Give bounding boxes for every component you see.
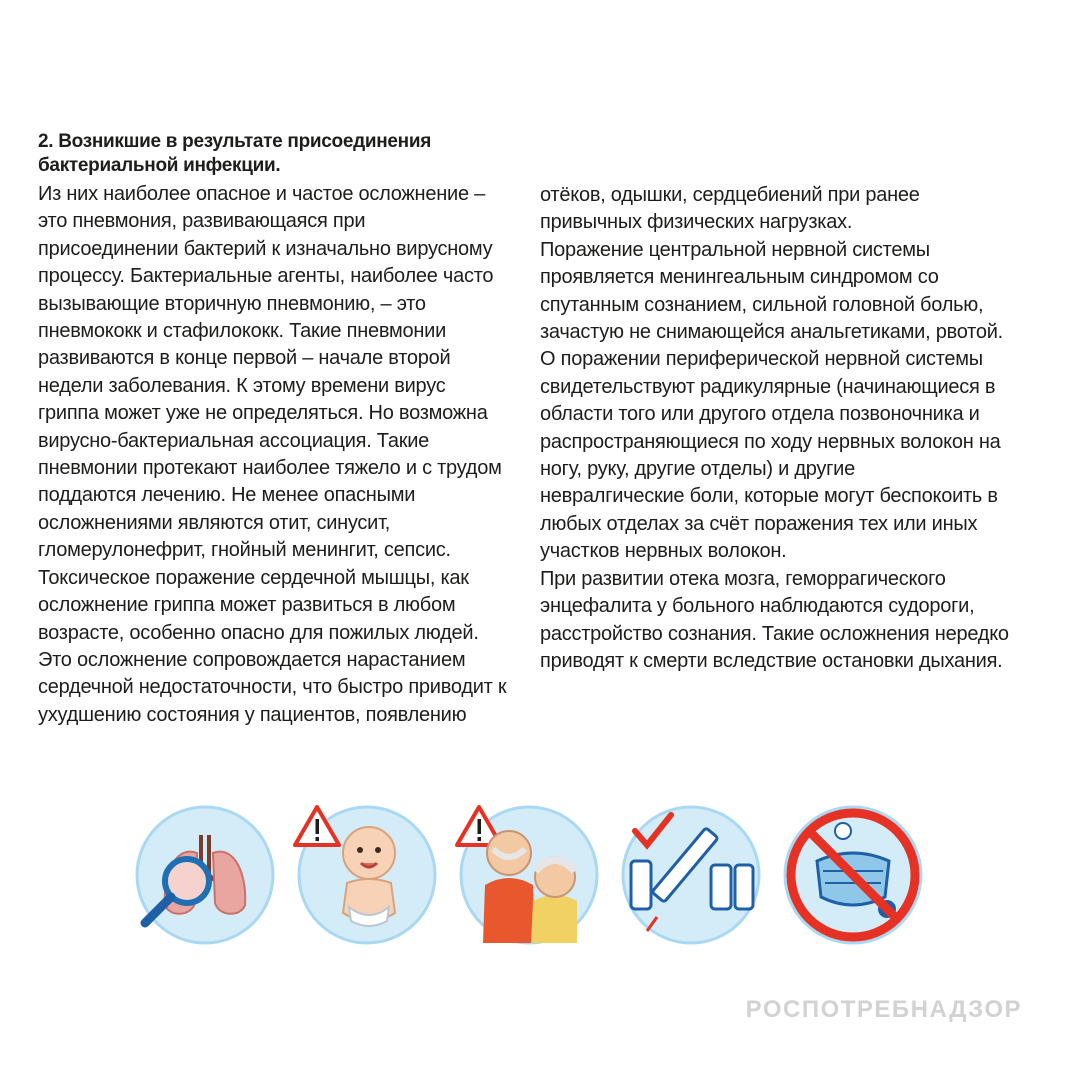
text-line: энцефалита у больного наблюдаются судороги, bbox=[540, 595, 975, 618]
heading-line: бактериальной инфекции. bbox=[38, 155, 281, 176]
text-line: проявляется менингеальным синдромом со bbox=[540, 266, 939, 289]
text-line: процессу. Бактериальные агенты, наиболее часто bbox=[38, 265, 494, 288]
icon-row bbox=[0, 800, 1080, 960]
text-line: это пневмония, развивающаяся при bbox=[38, 210, 366, 233]
text-line: поддаются лечению. Не менее опасными bbox=[38, 484, 416, 507]
section-heading bbox=[38, 130, 508, 178]
text-line: сердечной недостаточности, что быстро приводит к bbox=[38, 676, 507, 699]
text-line: О поражении периферической нервной системы bbox=[540, 348, 983, 371]
text-line: приводят к смерти вследствие остановки дыхания. bbox=[540, 649, 1003, 672]
text-line: вызывающие вторичную пневмонию, – это bbox=[38, 292, 426, 315]
heading-line: 2. Возникшие в результате присоединения bbox=[38, 131, 432, 152]
text-line: Это осложнение сопровождается нарастанием bbox=[38, 648, 466, 671]
text-line: Токсическое поражение сердечной мышцы, как bbox=[38, 566, 469, 589]
text-line: привычных физических нагрузках. bbox=[540, 211, 853, 234]
vaccine-syringe-vials-icon bbox=[621, 805, 761, 945]
text-line: ухудшению состояния у пациентов, появлению bbox=[38, 703, 467, 726]
text-line: развиваются в конце первой – начале второй bbox=[38, 347, 451, 370]
no-mask-virus-icon bbox=[783, 805, 923, 945]
text-line: осложнениями являются отит, синусит, bbox=[38, 511, 391, 534]
brand-wordmark: РОСПОТРЕБНАДЗОР bbox=[745, 996, 1022, 1023]
text-line: ногу, руку, другие отделы) и другие bbox=[540, 458, 855, 481]
text-line: При развитии отека мозга, геморрагического bbox=[540, 567, 946, 590]
text-line: осложнение гриппа может развиться в любом bbox=[38, 594, 456, 617]
text-line: невралгические боли, которые могут беспокоить в bbox=[540, 485, 998, 508]
left-text-column bbox=[38, 181, 520, 729]
text-line: Поражение центральной нервной системы bbox=[540, 238, 930, 261]
text-line: Из них наиболее опасное и частое осложнение – bbox=[38, 183, 485, 205]
text-line: пневмонии протекают наиболее тяжело и с трудом bbox=[38, 457, 502, 480]
text-line: гломерулонефрит, гнойный менингит, сепсис. bbox=[38, 539, 451, 562]
text-line: области того или другого отдела позвоночника и bbox=[540, 403, 980, 426]
text-line: участков нервных волокон. bbox=[540, 540, 787, 563]
text-line: присоединении бактерий к изначально вирусному bbox=[38, 237, 493, 260]
text-line: пневмококк и стафилококк. Такие пневмонии bbox=[38, 320, 447, 343]
lungs-magnifier-icon bbox=[135, 805, 275, 945]
text-line: вирусно-бактериальная ассоциация. Такие bbox=[38, 429, 430, 452]
text-line: отёков, одышки, сердцебиений при ранее bbox=[540, 184, 920, 206]
text-line: гриппа может уже не определяться. Но возможна bbox=[38, 402, 488, 425]
text-line: распространяющиеся по ходу нервных волокон на bbox=[540, 430, 1001, 453]
text-line: расстройство сознания. Такие осложнения нередко bbox=[540, 622, 1009, 645]
warning-elderly-couple-icon bbox=[459, 805, 599, 945]
text-line: недели заболевания. К этому времени вирус bbox=[38, 374, 446, 397]
text-line: свидетельствуют радикулярные (начинающиеся в bbox=[540, 375, 996, 398]
warning-baby-icon bbox=[297, 805, 437, 945]
text-line: возрасте, особенно опасно для пожилых людей. bbox=[38, 621, 479, 644]
text-line: зачастую не снимающейся анальгетиками, рвотой. bbox=[540, 321, 1003, 344]
text-line: спутанным сознанием, сильной головной болью, bbox=[540, 293, 984, 316]
right-text-column bbox=[540, 182, 1050, 675]
text-line: любых отделах за счёт поражения тех или иных bbox=[540, 512, 978, 535]
